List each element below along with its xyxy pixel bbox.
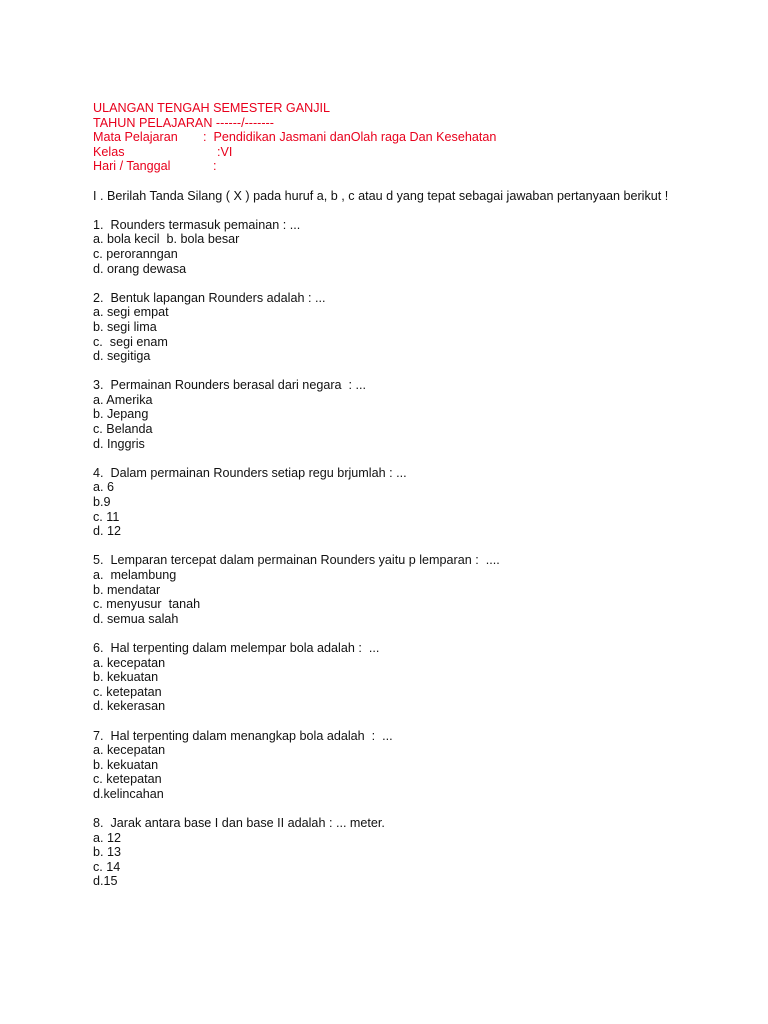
- answer-option: a. melambung: [93, 568, 177, 582]
- answer-option: a. 6: [93, 480, 115, 495]
- question-8: [93, 816, 713, 889]
- question-text: 3. Permainan Rounders berasal dari negara : ...: [93, 378, 367, 393]
- answer-option: d. semua salah: [93, 611, 179, 626]
- answer-option: b. kekuatan: [93, 757, 159, 772]
- question-6: [93, 641, 713, 729]
- answer-option: a. kecepatan: [93, 655, 166, 670]
- spacer: [93, 802, 713, 817]
- question-4: [93, 466, 713, 554]
- spacer: [93, 539, 713, 554]
- date-row: [93, 159, 713, 174]
- answer-option: d.15: [93, 874, 118, 889]
- answer-option: b.9: [93, 495, 111, 510]
- question-list: [93, 218, 713, 889]
- question-text: 2. Bentuk lapangan Rounders adalah : ...: [93, 290, 326, 305]
- question-text: 1. Rounders termasuk pemainan : ...: [93, 217, 301, 232]
- spacer: [93, 626, 713, 641]
- answer-option: a. kecepatan: [93, 743, 166, 758]
- answer-option: c. 11: [93, 509, 120, 524]
- answer-option: b. Jepang: [93, 407, 149, 422]
- answer-option: c. ketepatan: [93, 772, 162, 787]
- question-7: [93, 729, 713, 817]
- answer-option: a. 12: [93, 830, 122, 845]
- date-value: :: [213, 159, 217, 174]
- answer-option: c. peroranngan: [93, 246, 178, 261]
- date-label: Hari / Tanggal: [93, 159, 171, 174]
- answer-option: b. 13: [93, 845, 122, 860]
- answer-option: d. 12: [93, 524, 122, 539]
- answer-option: d. segitiga: [93, 349, 151, 364]
- spacer: [93, 714, 713, 729]
- answer-option: d.kelincahan: [93, 786, 164, 801]
- answer-option: b. mendatar: [93, 582, 161, 597]
- answer-option: a. bola kecil b. bola besar: [93, 232, 240, 247]
- subject-row: [93, 130, 713, 145]
- question-text: 6. Hal terpenting dalam melempar bola adalah : ...: [93, 640, 380, 655]
- answer-option: c. menyusur tanah: [93, 597, 201, 612]
- answer-option: d. kekerasan: [93, 699, 166, 714]
- question-text: 4. Dalam permainan Rounders setiap regu brjumlah : ...: [93, 465, 407, 480]
- answer-option: d. orang dewasa: [93, 261, 187, 276]
- class-row: [93, 145, 713, 160]
- answer-option: a. Amerika: [93, 392, 153, 407]
- subject-label: Mata Pelajaran: [93, 130, 178, 145]
- instruction: I . Berilah Tanda Silang ( X ) pada huruf a, b , c atau d yang tepat sebagai jawaban pertanyaan berikut !: [93, 188, 669, 203]
- answer-option: c. 14: [93, 859, 121, 874]
- academic-year: TAHUN PELAJARAN ------/-------: [93, 115, 274, 130]
- spacer: [93, 203, 713, 218]
- answer-option: b. segi lima: [93, 319, 157, 334]
- question-text: 7. Hal terpenting dalam menangkap bola adalah : ...: [93, 728, 393, 743]
- answer-option: c. segi enam: [93, 334, 168, 349]
- answer-option: b. kekuatan: [93, 670, 159, 685]
- class-value: :VI: [217, 144, 233, 159]
- spacer: [93, 451, 713, 466]
- question-1: [93, 218, 713, 291]
- answer-option: c. Belanda: [93, 422, 153, 437]
- spacer: [93, 174, 713, 189]
- spacer: [93, 364, 713, 379]
- class-label: Kelas: [93, 144, 125, 159]
- answer-option: d. Inggris: [93, 436, 145, 451]
- question-3: [93, 378, 713, 466]
- question-text: 8. Jarak antara base I dan base II adalah : ... meter.: [93, 816, 385, 831]
- answer-option: a. segi empat: [93, 305, 169, 320]
- exam-title: ULANGAN TENGAH SEMESTER GANJIL: [93, 101, 330, 115]
- subject-value: : Pendidikan Jasmani danOlah raga Dan Kesehatan: [203, 130, 497, 145]
- answer-option: c. ketepatan: [93, 684, 162, 699]
- question-2: [93, 291, 713, 379]
- question-text: 5. Lemparan tercepat dalam permainan Rounders yaitu p lemparan : ....: [93, 553, 500, 568]
- exam-document: [93, 101, 713, 889]
- question-5: [93, 553, 713, 641]
- spacer: [93, 276, 713, 291]
